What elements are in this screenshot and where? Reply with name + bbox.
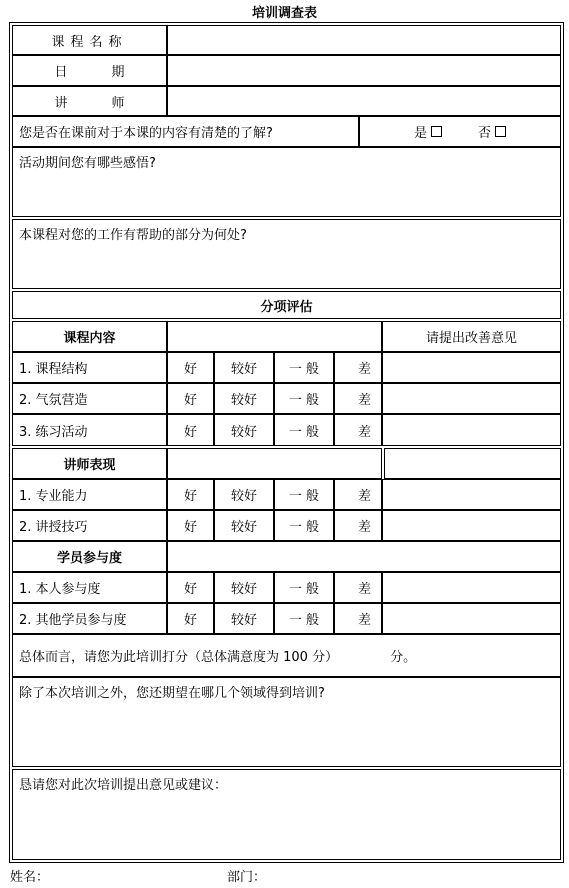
suggestion-header: 请提出改善意见 bbox=[382, 321, 561, 352]
rating-good[interactable]: 好 bbox=[167, 414, 214, 446]
course-name-field[interactable] bbox=[167, 25, 561, 55]
rating-fairly-good[interactable]: 较好 bbox=[214, 479, 274, 510]
rating-poor[interactable]: 差 bbox=[334, 479, 382, 510]
lecturer-performance-blank bbox=[167, 448, 382, 479]
rating-good[interactable]: 好 bbox=[167, 510, 214, 541]
rating-poor[interactable]: 差 bbox=[334, 352, 382, 383]
rating-good[interactable]: 好 bbox=[167, 383, 214, 414]
lecturer-label: 讲 师 bbox=[12, 86, 167, 116]
rating-fairly-good[interactable]: 较好 bbox=[214, 572, 274, 603]
rating-poor[interactable]: 差 bbox=[334, 510, 382, 541]
course-name-label: 课程名称 bbox=[12, 25, 167, 55]
rating-fairly-good[interactable]: 较好 bbox=[214, 414, 274, 446]
rating-average[interactable]: 一 般 bbox=[274, 479, 334, 510]
suggestion-field[interactable] bbox=[382, 603, 561, 634]
question-other-training[interactable]: 除了本次培训之外，您还期望在哪几个领域得到培训? bbox=[12, 677, 561, 767]
rating-average[interactable]: 一 般 bbox=[274, 352, 334, 383]
rating-poor[interactable]: 差 bbox=[334, 572, 382, 603]
participation-item-others: 2. 其他学员参与度 bbox=[12, 603, 167, 634]
rating-average[interactable]: 一 般 bbox=[274, 414, 334, 446]
lecturer-item-expertise: 1. 专业能力 bbox=[12, 479, 167, 510]
suggestion-field[interactable] bbox=[382, 572, 561, 603]
section-title: 分项评估 bbox=[12, 291, 561, 319]
lecturer-item-teaching: 2. 讲授技巧 bbox=[12, 510, 167, 541]
question-suggestions[interactable]: 恳请您对此次培训提出意见或建议： bbox=[12, 769, 561, 860]
rating-fairly-good[interactable]: 较好 bbox=[214, 383, 274, 414]
no-checkbox[interactable] bbox=[495, 126, 506, 137]
course-content-header: 课程内容 bbox=[12, 321, 167, 352]
survey-form bbox=[9, 22, 564, 863]
course-item-exercises: 3. 练习活动 bbox=[12, 414, 167, 446]
rating-fairly-good[interactable]: 较好 bbox=[214, 510, 274, 541]
participation-item-self: 1. 本人参与度 bbox=[12, 572, 167, 603]
participation-blank bbox=[167, 541, 561, 572]
rating-fairly-good[interactable]: 较好 bbox=[214, 352, 274, 383]
yes-no-choice: 是 否 bbox=[359, 116, 561, 147]
question-helpful-parts[interactable]: 本课程对您的工作有帮助的部分为何处? bbox=[12, 219, 561, 289]
rating-good[interactable]: 好 bbox=[167, 352, 214, 383]
question-feelings[interactable]: 活动期间您有哪些感悟? bbox=[12, 147, 561, 217]
rating-fairly-good[interactable]: 较好 bbox=[214, 603, 274, 634]
suggestion-field[interactable] bbox=[382, 510, 561, 541]
suggestion-field[interactable] bbox=[382, 479, 561, 510]
question-prior-understanding: 您是否在课前对于本课的内容有清楚的了解? bbox=[12, 116, 359, 147]
suggestion-field[interactable] bbox=[382, 383, 561, 414]
course-item-structure: 1. 课程结构 bbox=[12, 352, 167, 383]
rating-average[interactable]: 一 般 bbox=[274, 383, 334, 414]
footer-name-label: 姓名： bbox=[10, 870, 50, 885]
rating-good[interactable]: 好 bbox=[167, 572, 214, 603]
suggestion-field[interactable] bbox=[382, 352, 561, 383]
page-title: 培训调查表 bbox=[251, 6, 317, 21]
rating-average[interactable]: 一 般 bbox=[274, 572, 334, 603]
rating-average[interactable]: 一 般 bbox=[274, 510, 334, 541]
rating-good[interactable]: 好 bbox=[167, 479, 214, 510]
yes-checkbox[interactable] bbox=[431, 126, 442, 137]
rating-poor[interactable]: 差 bbox=[334, 414, 382, 446]
participation-header: 学员参与度 bbox=[12, 541, 167, 572]
rating-poor[interactable]: 差 bbox=[334, 383, 382, 414]
suggestion-field[interactable] bbox=[382, 414, 561, 446]
date-field[interactable] bbox=[167, 55, 561, 86]
rating-average[interactable]: 一 般 bbox=[274, 603, 334, 634]
lecturer-suggestion-blank bbox=[384, 448, 561, 479]
date-label: 日 期 bbox=[12, 55, 167, 86]
course-content-blank bbox=[167, 321, 382, 352]
rating-good[interactable]: 好 bbox=[167, 603, 214, 634]
lecturer-performance-header: 讲师表现 bbox=[12, 448, 167, 479]
lecturer-field[interactable] bbox=[167, 86, 561, 116]
rating-poor[interactable]: 差 bbox=[334, 603, 382, 634]
course-item-atmosphere: 2. 气氛营造 bbox=[12, 383, 167, 414]
footer-department-label: 部门： bbox=[227, 870, 267, 885]
overall-score-question[interactable]: 总体而言，请您为此培训打分（总体满意度为 100 分） 分。 bbox=[12, 634, 561, 677]
